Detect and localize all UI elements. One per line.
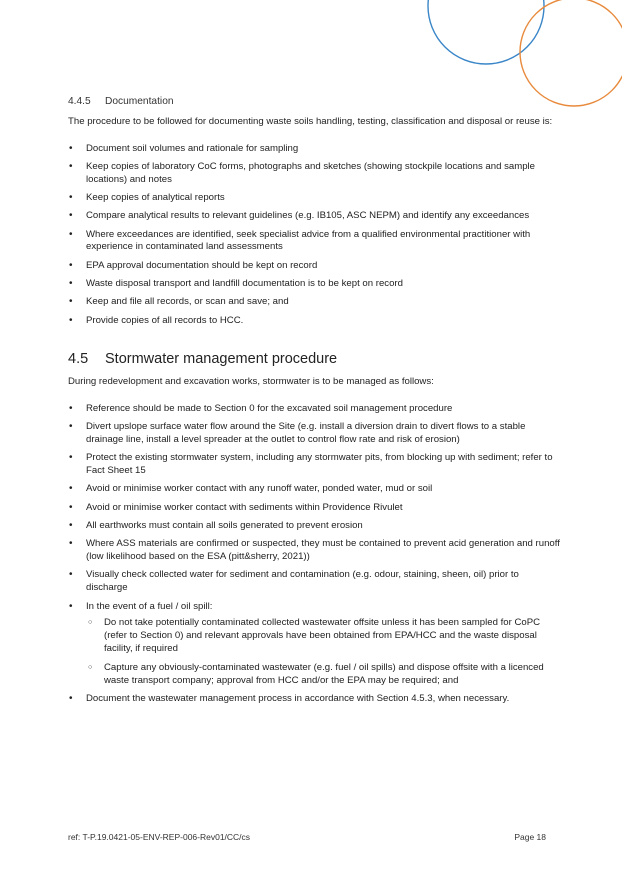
list-item: • Provide copies of all records to HCC.: [68, 315, 562, 328]
section-heading-4-4-5: [68, 96, 562, 109]
section-number: 4.4.5: [68, 96, 91, 107]
list-item: • Visually check collected water for sediment and contamination (e.g. odour, staining, sheen, oil) prior to discharge: [68, 569, 562, 595]
list-item: • Document the wastewater management process in accordance with Section 4.5.3, when necessary.: [68, 693, 562, 706]
section-intro: During redevelopment and excavation works, stormwater is to be managed as follows:: [68, 376, 434, 388]
list-item: • Reference should be made to Section 0 for the excavated soil management procedure: [68, 403, 562, 416]
list-item-text: In the event of a fuel / oil spill:: [86, 600, 213, 612]
list-item: • EPA approval documentation should be kept on record: [68, 260, 562, 273]
list-item: • Protect the existing stormwater system, including any stormwater pits, from blocking up with sediment; refer to Fact Sheet 15: [68, 452, 562, 478]
stormwater-list: [68, 403, 562, 706]
list-item: • Where ASS materials are confirmed or suspected, they must be contained to prevent acid generation and runoff (low likelihood based on the ESA (pitt&sherry, 2021)): [68, 538, 562, 564]
list-item: • Divert upslope surface water flow around the Site (e.g. install a diversion drain to divert flows to a stable drainage line, install a level spreader at the outlet to control flow rate and risk of erosion): [68, 421, 562, 447]
list-item: • Compare analytical results to relevant guidelines (e.g. IB105, ASC NEPM) and identify any exceedances: [68, 210, 562, 223]
list-item: • Avoid or minimise worker contact with sediments within Providence Rivulet: [68, 502, 562, 515]
section-intro: The procedure to be followed for documenting waste soils handling, testing, classification and disposal or reuse is:: [68, 115, 553, 127]
section-title: Documentation: [105, 96, 174, 107]
section-title: Stormwater management procedure: [105, 351, 338, 368]
list-item-spill: [68, 601, 562, 688]
spill-sub-list: [86, 617, 562, 687]
documentation-list: [68, 143, 562, 328]
page-number: Page 18: [514, 832, 546, 842]
list-item: • Waste disposal transport and landfill documentation is to be kept on record: [68, 278, 562, 291]
footer-reference: ref: T-P.19.0421-05-ENV-REP-006-Rev01/CC/cs: [68, 832, 251, 842]
list-item: • Document soil volumes and rationale for sampling: [68, 143, 562, 156]
section-number: 4.5: [68, 351, 89, 368]
page-content: [68, 96, 562, 712]
list-item: • Keep and file all records, or scan and save; and: [68, 296, 562, 309]
blue-decorative-circle: [428, 0, 544, 64]
section-heading-4-5: [68, 353, 562, 366]
list-item: • Avoid or minimise worker contact with any runoff water, ponded water, mud or soil: [68, 483, 562, 496]
list-item: • Keep copies of laboratory CoC forms, photographs and sketches (showing stockpile locations and sample locations) and notes: [68, 161, 562, 187]
list-item: • Where exceedances are identified, seek specialist advice from a qualified environmental practitioner with experience in contaminated land assessments: [68, 229, 562, 255]
sub-list-item: ○ Do not take potentially contaminated collected wastewater offsite unless it has been sampled for CoPC (refer to Section 0) and relevant approvals have been obtained from EPA/HCC and the waste disposal facility, if required: [86, 617, 562, 655]
orange-decorative-circle: [520, 0, 622, 106]
list-item: • All earthworks must contain all soils generated to prevent erosion: [68, 520, 562, 533]
page-footer: [68, 832, 546, 842]
list-item: • Keep copies of analytical reports: [68, 192, 562, 205]
sub-list-item: ○ Capture any obviously-contaminated wastewater (e.g. fuel / oil spills) and dispose offsite with a licenced waste transport company; approval from HCC and/or the EPA may be required; and: [86, 662, 562, 688]
